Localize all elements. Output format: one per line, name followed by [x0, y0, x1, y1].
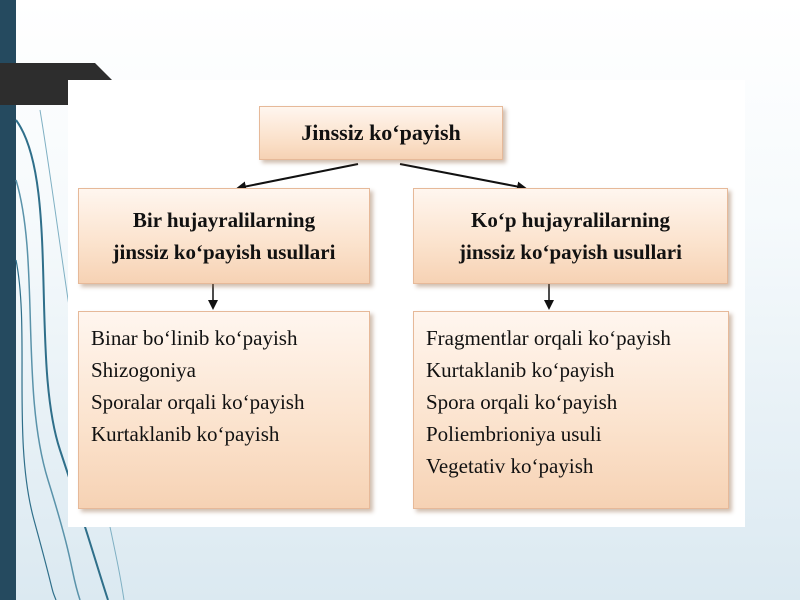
list-item: Kurtaklanib ko‘payish — [91, 422, 280, 446]
list-item: Shizogoniya — [91, 358, 196, 382]
arrow-to-left-branch — [238, 164, 358, 188]
list-item: Kurtaklanib ko‘payish — [426, 358, 615, 382]
multicellular-methods-list — [413, 311, 729, 509]
unicellular-methods-list — [78, 311, 370, 509]
list-item: Sporalar orqali ko‘payish — [91, 390, 305, 414]
multicellular-heading-line2: jinssiz ko‘payish usullari — [459, 240, 682, 264]
root-node-label: Jinssiz ko‘payish — [301, 120, 461, 145]
unicellular-heading-line1: Bir hujayralilarning — [132, 208, 316, 232]
list-item: Vegetativ ko‘payish — [426, 454, 594, 478]
unicellular-heading-node — [78, 188, 370, 284]
multicellular-heading-line1: Ko‘p hujayralilarning — [471, 208, 670, 232]
list-item: Binar bo‘linib ko‘payish — [91, 326, 298, 350]
multicellular-heading-node — [413, 188, 728, 284]
list-item: Spora orqali ko‘payish — [426, 390, 618, 414]
list-item: Fragmentlar orqali ko‘payish — [426, 326, 671, 350]
arrow-to-right-branch — [400, 164, 525, 188]
unicellular-heading-line2: jinssiz ko‘payish usullari — [112, 240, 336, 264]
list-item: Poliembrioniya usuli — [426, 422, 602, 446]
root-node — [259, 106, 503, 160]
